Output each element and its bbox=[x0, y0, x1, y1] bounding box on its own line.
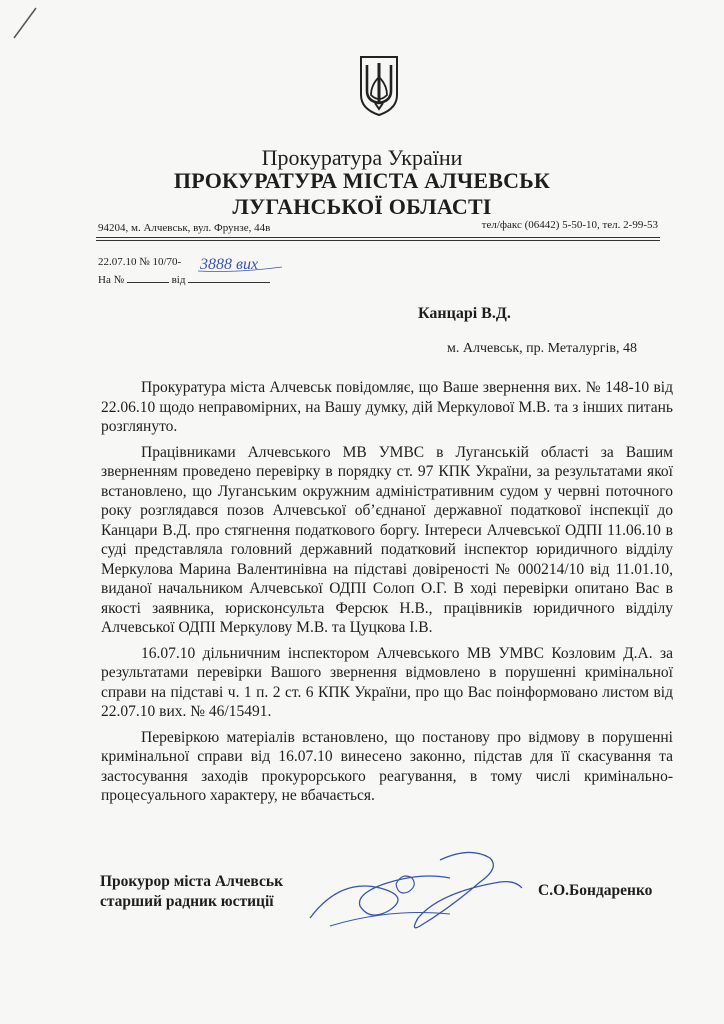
recipient-name: Канцарі В.Д. bbox=[418, 305, 511, 322]
org-phone: тел/факс (06442) 5-50-10, тел. 2-99-53 bbox=[481, 219, 658, 231]
outgoing-reference bbox=[98, 256, 181, 268]
paragraph: Перевіркою матеріалів встановлено, що постанову про відмову в порушенні кримінальної справи від 16.07.10 винесено законно, підстав для її скасування та застосування заходів прокурорського реагування, в тому числі кримінально-процесуального характеру, не вбачається. bbox=[101, 728, 673, 804]
signatory-title bbox=[100, 872, 283, 912]
trident-emblem-icon bbox=[357, 55, 401, 117]
paragraph: Працівниками Алчевського МВ УМВС в Луганській області за Вашим зверненням проведено перевірку в порядку ст. 97 КПК України, за результатами якої встановлено, що Луганським окружним адміністративним судом у червні поточного року розглядався позов Алчевської об’єднаної державної податкової інспекції до Канцари В.Д. про стягнення податкового боргу. Інтереси Алчевської ОДПІ 11.06.10 в суді представляла головний державний податковий інспектор юридичного відділу Меркулова Марина Валентинівна на підставі довіреності № 000214/10 від 11.01.10, виданої начальником Алчевської ОДПІ Солоп О.Г. В ході перевірки опитано Вас в якості заявника, юрисконсульта Ферсюк Н.В., працівників юридичного відділу Алчевської ОДПІ Меркулову М.В. та Цуцкова І.В. bbox=[101, 443, 673, 636]
pen-stroke-mark bbox=[10, 6, 40, 42]
paragraph: Прокуратура міста Алчевськ повідомляє, що Ваше звернення вих. № 148-10 від 22.06.10 щодо неправомірних, на Вашу думку, дій Меркулової М.В. та з інших питань розглянуто. bbox=[101, 379, 673, 435]
org-title: ПРОКУРАТУРА МІСТА АЛЧЕВСЬК bbox=[173, 168, 551, 193]
signatory-name: С.О.Бондаренко bbox=[538, 882, 653, 899]
org-region: ЛУГАНСЬКОЇ ОБЛАСТІ bbox=[232, 194, 492, 219]
header-divider bbox=[96, 237, 660, 238]
incoming-reference: На № від bbox=[98, 272, 270, 286]
signatory-rank: старший радник юстиції bbox=[100, 893, 274, 910]
svg-text:3888 вих: 3888 вих bbox=[200, 256, 259, 273]
org-parent-title: Прокуратура України bbox=[261, 145, 463, 170]
org-address: 94204, м. Алчевськ, вул. Фрунзе, 44в bbox=[98, 222, 271, 234]
signatory-position: Прокурор міста Алчевськ bbox=[100, 873, 284, 890]
header-divider-thin bbox=[96, 240, 660, 241]
handwritten-signature bbox=[300, 848, 530, 938]
letter-body bbox=[101, 378, 673, 812]
paragraph: 16.07.10 дільничним інспектором Алчевського МВ УМВС Козловим Д.А. за результатами перевірки Вашого звернення відмовлено в порушенні кримінальної справи на підставі ч. 1 п. 2 ст. 6 КПК України, про що Вас поінформовано листом від 22.07.10 вих. № 46/15491. bbox=[101, 644, 673, 720]
date-number: 22.07.10 № 10/70- bbox=[98, 256, 182, 268]
recipient-address: м. Алчевськ, пр. Металургів, 48 bbox=[447, 341, 637, 356]
